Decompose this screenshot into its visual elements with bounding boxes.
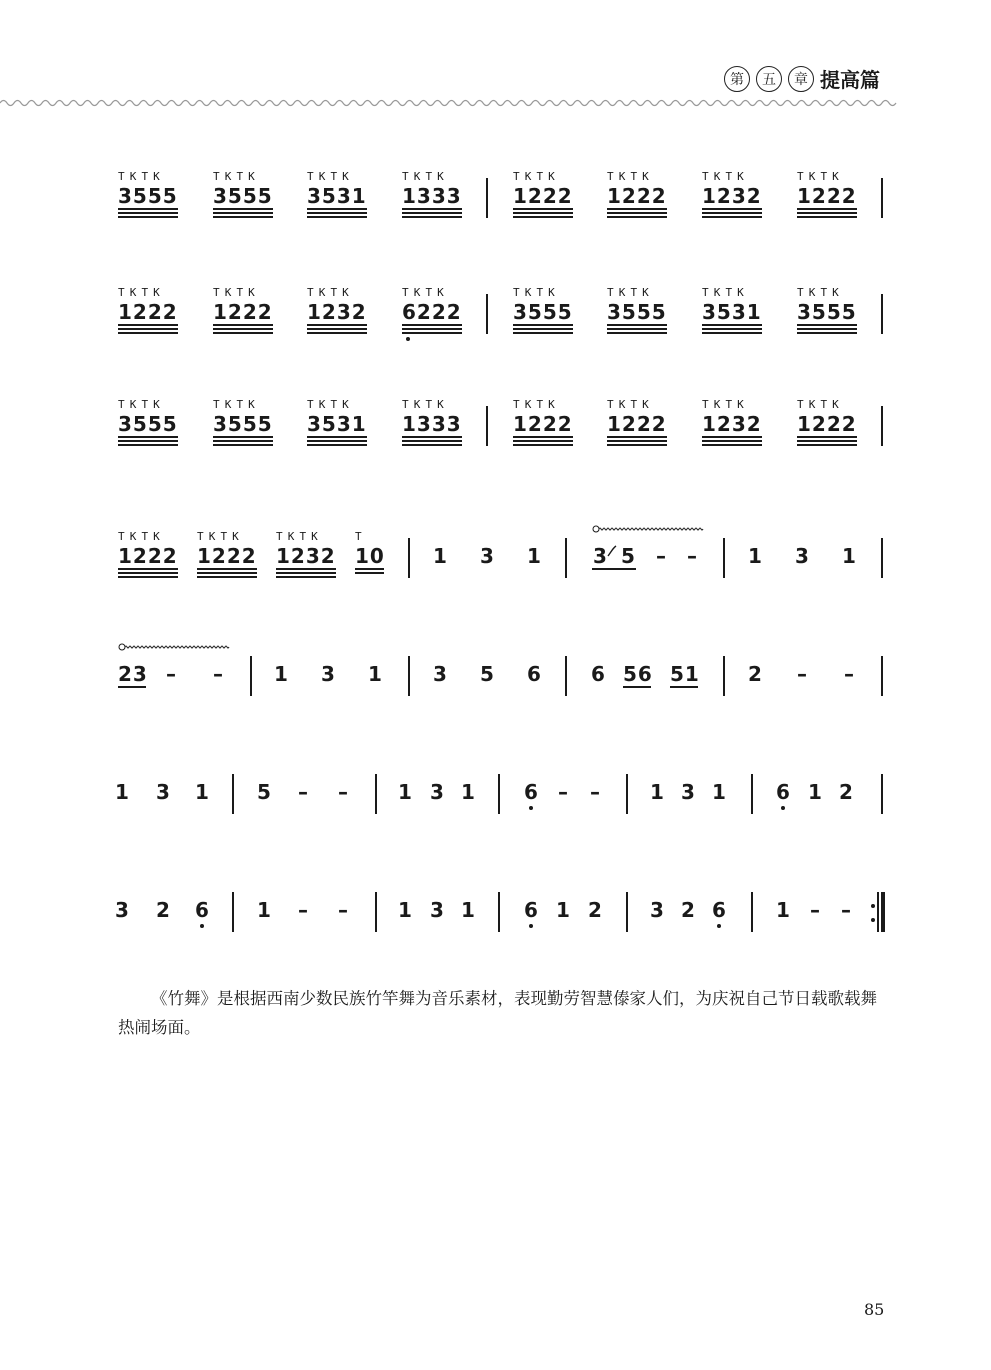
note: 3 <box>593 544 607 568</box>
dash: – <box>213 662 223 686</box>
dash: – <box>298 898 308 922</box>
bar-line <box>498 892 500 932</box>
tk-marking: TKTK <box>213 286 260 299</box>
tk-marking: TKTK <box>307 170 354 183</box>
note: 1 <box>776 898 790 922</box>
notes: 1232 <box>702 184 762 208</box>
tk-marking: TKTK <box>118 170 165 183</box>
dash: – <box>797 662 807 686</box>
tk-marking: TKTK <box>607 170 654 183</box>
chapter-char: 章 <box>788 66 814 92</box>
notes: 56 <box>623 662 653 686</box>
note: 3 <box>681 780 695 804</box>
tk-marking: TKTK <box>118 286 165 299</box>
dash: – <box>298 780 308 804</box>
bar-line <box>881 656 883 696</box>
section-title: 提高篇 <box>820 68 880 92</box>
tk-marking: TKTK <box>402 398 449 411</box>
notes: 3531 <box>702 300 762 324</box>
note: 3 <box>650 898 664 922</box>
note: 1 <box>712 780 726 804</box>
tk-marking: TKTK <box>513 398 560 411</box>
note: 2 <box>681 898 695 922</box>
notes: 23 <box>118 662 148 686</box>
notes: 3555 <box>118 412 178 436</box>
notes: 10 <box>355 544 385 568</box>
score-line-5 <box>0 648 991 708</box>
score-line-7 <box>0 884 991 944</box>
dash: – <box>656 544 666 568</box>
notes: 3555 <box>118 184 178 208</box>
note: 6 <box>524 898 538 922</box>
notes: 1222 <box>118 544 178 568</box>
note: 5 <box>621 544 635 568</box>
low-octave-dot <box>529 924 533 928</box>
note: 1 <box>257 898 271 922</box>
note: 1 <box>368 662 382 686</box>
note: 1 <box>527 544 541 568</box>
notes: 1333 <box>402 184 462 208</box>
bar-line <box>486 178 488 218</box>
low-octave-dot <box>529 806 533 810</box>
description-paragraph: 《竹舞》是根据西南少数民族竹竿舞为音乐素材，表现勤劳智慧傣家人们，为庆祝自己节日载歌载舞热闹场面。 <box>118 989 877 1037</box>
tk-marking: TKTK <box>797 398 844 411</box>
tk-marking: TKTK <box>213 398 260 411</box>
dash: – <box>810 898 820 922</box>
notes: 3555 <box>213 184 273 208</box>
note: 6 <box>524 780 538 804</box>
note: 5 <box>480 662 494 686</box>
bar-line <box>723 656 725 696</box>
chapter-char: 第 <box>724 66 750 92</box>
bar-line <box>881 294 883 334</box>
tk-marking: TKTK <box>607 398 654 411</box>
dash: – <box>590 780 600 804</box>
bar-line <box>881 774 883 814</box>
note: 1 <box>461 898 475 922</box>
dash: – <box>687 544 697 568</box>
low-octave-dot <box>781 806 785 810</box>
tk-marking: TKTK <box>607 286 654 299</box>
tk-marking: TKTK <box>118 530 165 543</box>
tk-marking: TKTK <box>402 170 449 183</box>
chapter-char: 五 <box>756 66 782 92</box>
tk-marking: TKTK <box>797 170 844 183</box>
notes: 51 <box>670 662 700 686</box>
note: 3 <box>430 898 444 922</box>
note: 1 <box>274 662 288 686</box>
bar-line <box>751 774 753 814</box>
bar-line <box>232 892 234 932</box>
note: 6 <box>712 898 726 922</box>
note: 6 <box>527 662 541 686</box>
note: 1 <box>650 780 664 804</box>
notes: 1222 <box>797 412 857 436</box>
bar-line <box>486 294 488 334</box>
notes: 1232 <box>702 412 762 436</box>
note: 3 <box>156 780 170 804</box>
notes: 1222 <box>607 412 667 436</box>
bar-line <box>408 656 410 696</box>
notes: 1232 <box>307 300 367 324</box>
trill-mark <box>592 522 707 536</box>
tk-marking: TKTK <box>702 398 749 411</box>
trill-mark <box>118 640 233 654</box>
bar-line <box>626 774 628 814</box>
low-octave-dot <box>717 924 721 928</box>
note: 3 <box>430 780 444 804</box>
note: 1 <box>433 544 447 568</box>
notes: 6222 <box>402 300 462 324</box>
bar-line <box>375 892 377 932</box>
notes: 1222 <box>213 300 273 324</box>
tk-marking: TKTK <box>702 170 749 183</box>
notes: 1222 <box>797 184 857 208</box>
bar-line <box>408 538 410 578</box>
notes: 3555 <box>797 300 857 324</box>
notes: 1222 <box>513 412 573 436</box>
bar-line <box>498 774 500 814</box>
bar-line <box>232 774 234 814</box>
low-octave-dot <box>406 337 410 341</box>
notes: 1222 <box>197 544 257 568</box>
bar-line <box>626 892 628 932</box>
tk-marking: TKTK <box>197 530 244 543</box>
note: 1 <box>556 898 570 922</box>
note: 1 <box>195 780 209 804</box>
tk-marking: TKTK <box>702 286 749 299</box>
score-line-1 <box>0 170 991 230</box>
dash: – <box>558 780 568 804</box>
notes: 1333 <box>402 412 462 436</box>
bar-line <box>375 774 377 814</box>
note: 1 <box>842 544 856 568</box>
note: 5 <box>257 780 271 804</box>
note: 2 <box>748 662 762 686</box>
dash: – <box>166 662 176 686</box>
notes: 3555 <box>513 300 573 324</box>
note: 1 <box>461 780 475 804</box>
bar-line <box>565 656 567 696</box>
tk-marking: TKTK <box>513 170 560 183</box>
score-line-3 <box>0 398 991 458</box>
dash: – <box>844 662 854 686</box>
bar-line <box>881 406 883 446</box>
notes: 3555 <box>607 300 667 324</box>
notes: 1222 <box>513 184 573 208</box>
bar-line <box>723 538 725 578</box>
notes: 1222 <box>607 184 667 208</box>
note: 1 <box>115 780 129 804</box>
dash: – <box>841 898 851 922</box>
note: 1 <box>748 544 762 568</box>
tk-marking: TKTK <box>307 286 354 299</box>
notes: 3555 <box>213 412 273 436</box>
note: 1 <box>398 898 412 922</box>
score-line-6 <box>0 766 991 826</box>
tk-marking: TKTK <box>797 286 844 299</box>
tk-marking: TKTK <box>513 286 560 299</box>
tk-marking: T <box>355 530 367 543</box>
tk-marking: TKTK <box>402 286 449 299</box>
note: 3 <box>321 662 335 686</box>
score-line-2 <box>0 286 991 346</box>
note: 2 <box>156 898 170 922</box>
notes: 3531 <box>307 412 367 436</box>
tk-marking: TKTK <box>118 398 165 411</box>
note: 1 <box>398 780 412 804</box>
note: 6 <box>776 780 790 804</box>
tk-marking: TKTK <box>276 530 323 543</box>
note: 6 <box>195 898 209 922</box>
notes: 3531 <box>307 184 367 208</box>
dash: – <box>338 898 348 922</box>
notes: 1232 <box>276 544 336 568</box>
bar-line <box>250 656 252 696</box>
note: 1 <box>808 780 822 804</box>
bar-line <box>881 178 883 218</box>
bar-line <box>751 892 753 932</box>
note: 3 <box>795 544 809 568</box>
note: 3 <box>433 662 447 686</box>
tk-marking: TKTK <box>307 398 354 411</box>
notes: 1222 <box>118 300 178 324</box>
bar-line <box>881 538 883 578</box>
dash: – <box>338 780 348 804</box>
note: 2 <box>588 898 602 922</box>
note: 2 <box>839 780 853 804</box>
bar-line <box>486 406 488 446</box>
low-octave-dot <box>200 924 204 928</box>
page-number: 85 <box>864 1300 885 1319</box>
score-line-4 <box>0 530 991 590</box>
bar-line <box>565 538 567 578</box>
note: 3 <box>480 544 494 568</box>
note: 3 <box>115 898 129 922</box>
tk-marking: TKTK <box>213 170 260 183</box>
note: 6 <box>591 662 605 686</box>
